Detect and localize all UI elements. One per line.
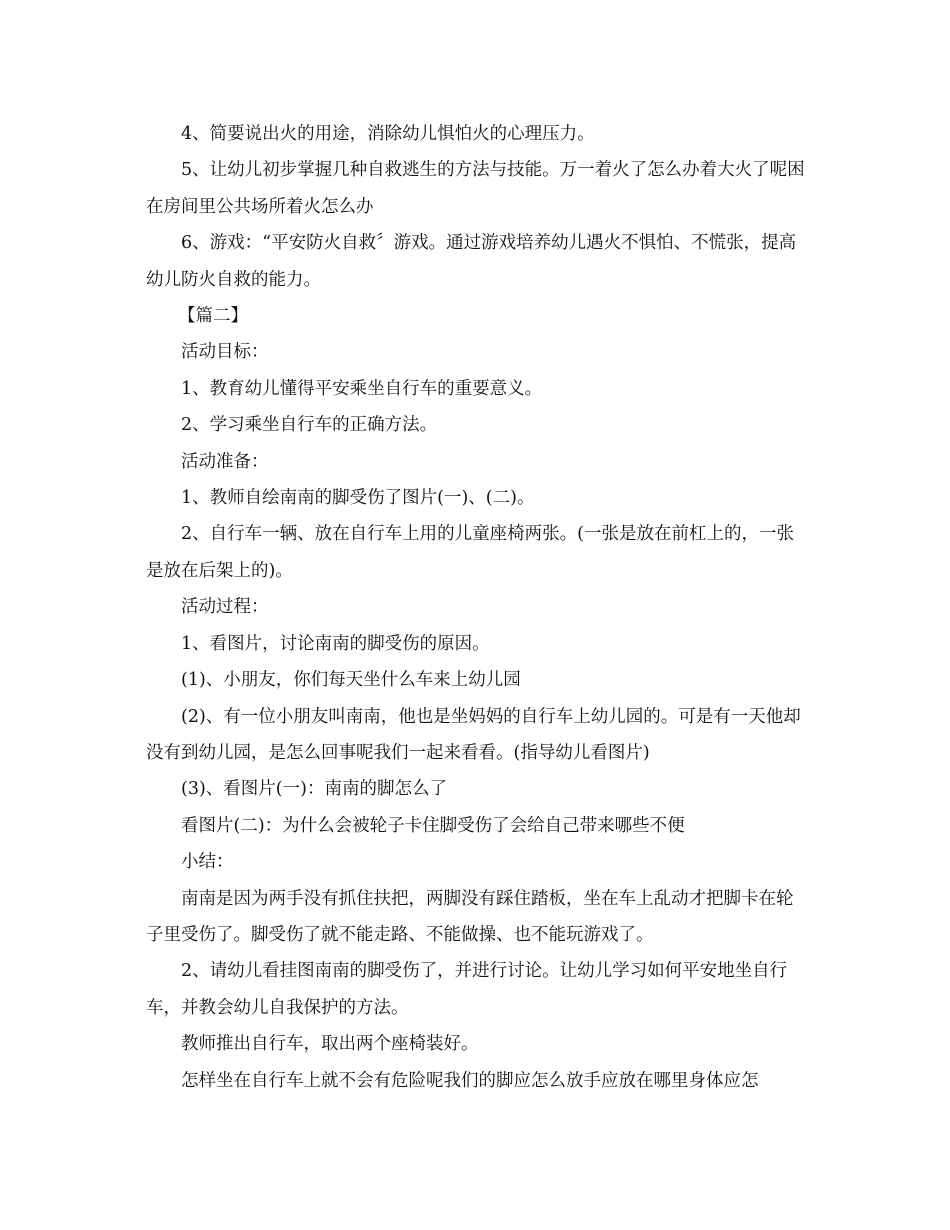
summary-text: 南南是因为两手没有抓住扶把，两脚没有踩住踏板，坐在车上乱动才把脚卡在轮子里受伤了。脚受伤了就不能走路、不能做操、也不能玩游戏了。 <box>146 888 794 945</box>
process-step-1: 1、看图片，讨论南南的脚受伤的原因。 <box>181 633 490 654</box>
document-body <box>146 116 810 1099</box>
process-substep-1: (1)、小朋友，你们每天坐什么车来上幼儿园 <box>181 670 521 691</box>
activity-process-heading: 活动过程： <box>181 597 269 618</box>
activity-preparation-heading: 活动准备： <box>181 451 269 472</box>
section-heading-part-two: 【篇二】 <box>178 306 248 327</box>
summary-heading: 小结： <box>181 852 234 873</box>
paragraph-self-rescue-skills: 5、让幼儿初步掌握几种自救逃生的方法与技能。万一着火了怎么办着大火了呢困在房间里公共场所着火怎么办 <box>146 160 805 217</box>
process-substep-3: (3)、看图片(一)：南南的脚怎么了 <box>181 779 447 800</box>
paragraph-fire-game: 6、游戏：“平安防火自救〞游戏。通过游戏培养幼儿遇火不惧怕、不慌张，提高幼儿防火自救的能力。 <box>146 233 797 290</box>
teacher-action: 教师推出自行车，取出两个座椅装好。 <box>181 1034 479 1055</box>
preparation-item-2: 2、自行车一辆、放在自行车上用的儿童座椅两张。(一张是放在前杠上的，一张是放在后架上的)。 <box>146 524 794 581</box>
preparation-item-1: 1、教师自绘南南的脚受伤了图片(一)、(二)。 <box>181 488 535 509</box>
goal-item-2: 2、学习乘坐自行车的正确方法。 <box>181 415 438 436</box>
process-substep-2: (2)、有一位小朋友叫南南，他也是坐妈妈的自行车上幼儿园的。可是有一天他却没有到幼儿园，是怎么回事呢我们一起来看看。(指导幼儿看图片) <box>146 706 801 763</box>
safety-question: 怎样坐在自行车上就不会有危险呢我们的脚应怎么放手应放在哪里身体应怎 <box>181 1070 759 1091</box>
process-step-2: 2、请幼儿看挂图南南的脚受伤了，并进行讨论。让幼儿学习如何平安地坐自行车，并教会幼儿自我保护的方法。 <box>146 961 788 1018</box>
goal-item-1: 1、教育幼儿懂得平安乘坐自行车的重要意义。 <box>181 378 543 399</box>
activity-goals-heading: 活动目标： <box>181 342 269 363</box>
picture-two-question: 看图片(二)：为什么会被轮子卡住脚受伤了会给自己带来哪些不便 <box>181 815 685 836</box>
paragraph-fire-use: 4、简要说出火的用途，消除幼儿惧怕火的心理压力。 <box>181 124 595 144</box>
